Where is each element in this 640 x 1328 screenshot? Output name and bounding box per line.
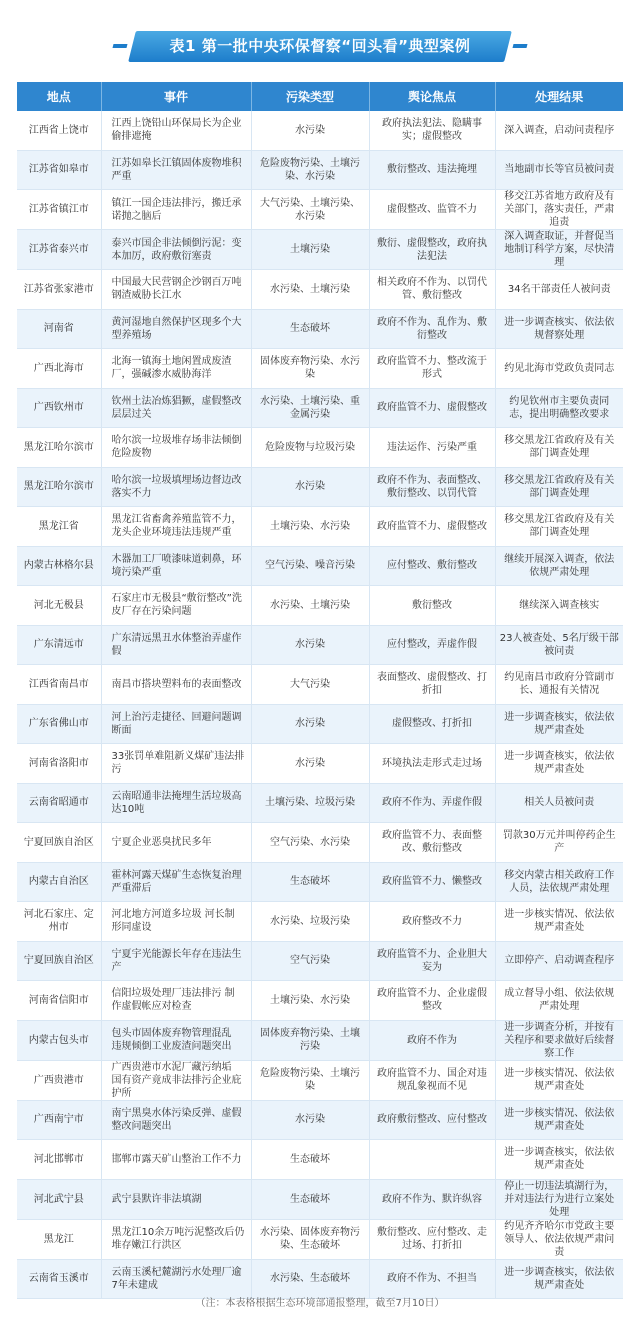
location-cell: 广西北海市 xyxy=(17,349,101,389)
header-location: 地点 xyxy=(17,82,101,111)
footnote: （注：本表格根据生态环境部通报整理，截至7月10日） xyxy=(195,1298,445,1309)
location-cell: 广西钦州市 xyxy=(17,388,101,428)
public-focus-cell: 政府整改不力 xyxy=(369,902,495,942)
public-focus-cell xyxy=(369,1140,495,1180)
table-row xyxy=(17,428,623,468)
table-row xyxy=(17,507,623,547)
public-focus-cell: 相关政府不作为、以罚代管、敷衍整改 xyxy=(369,270,495,310)
result-cell: 深入调查取证，并督促当地制订科学方案，尽快清理 xyxy=(495,230,623,270)
pollution-type-cell: 生态破坏 xyxy=(251,1179,369,1219)
result-cell: 约见南昌市政府分管副市长、通报有关情况 xyxy=(495,665,623,705)
result-cell: 移交黑龙江省政府及有关部门调查处理 xyxy=(495,507,623,547)
pollution-type-cell: 生态破坏 xyxy=(251,309,369,349)
table-row xyxy=(17,586,623,626)
result-cell: 进一步调查核实，依法依规严肃查处 xyxy=(495,704,623,744)
result-cell: 约见齐齐哈尔市党政主要领导人、依法依规严肃问责 xyxy=(495,1219,623,1259)
pollution-type-cell: 土壤污染 xyxy=(251,230,369,270)
pollution-type-cell: 土壤污染、水污染 xyxy=(251,981,369,1021)
result-cell: 进一步核实情况、依法依规严肃查处 xyxy=(495,902,623,942)
table-row xyxy=(17,981,623,1021)
result-cell: 深入调查，启动问责程序 xyxy=(495,111,623,150)
location-cell: 黑龙江省 xyxy=(17,507,101,547)
event-cell: 霍林河露天煤矿生态恢复治理严重滞后 xyxy=(101,862,251,902)
table-body xyxy=(17,111,623,1299)
event-cell: 哈尔滨一垃圾填埋场边督边改落实不力 xyxy=(101,467,251,507)
table-row xyxy=(17,1219,623,1259)
event-cell: 信阳垃圾处理厂违法排污 制作虚假帐应对检查 xyxy=(101,981,251,1021)
result-cell: 立即停产、启动调查程序 xyxy=(495,941,623,981)
event-cell: 北海一镇海土地闲置成废渣厂，强碱渗水威胁海洋 xyxy=(101,349,251,389)
pollution-type-cell: 危险废物污染、土壤污染、水污染 xyxy=(251,150,369,190)
pollution-type-cell: 水污染、生态破坏 xyxy=(251,1259,369,1299)
pollution-type-cell: 水污染、土壤污染、重金属污染 xyxy=(251,388,369,428)
pollution-type-cell: 空气污染 xyxy=(251,941,369,981)
location-cell: 黑龙江哈尔滨市 xyxy=(17,428,101,468)
event-cell: 包头市固体废弃物管理混乱 违规倾倒工业废渣问题突出 xyxy=(101,1020,251,1060)
location-cell: 宁夏回族自治区 xyxy=(17,941,101,981)
table-row xyxy=(17,309,623,349)
pollution-type-cell: 大气污染 xyxy=(251,665,369,705)
result-cell: 23人被查处、5名厅级干部被问责 xyxy=(495,625,623,665)
public-focus-cell: 环境执法走形式走过场 xyxy=(369,744,495,784)
event-cell: 黑龙江省畜禽养殖监管不力，龙头企业环境违法违规严重 xyxy=(101,507,251,547)
table-row xyxy=(17,270,623,310)
public-focus-cell: 虚假整改、监管不力 xyxy=(369,190,495,230)
table-row xyxy=(17,704,623,744)
public-focus-cell: 违法运作、污染严重 xyxy=(369,428,495,468)
public-focus-cell: 政府监管不力、虚假整改 xyxy=(369,388,495,428)
event-cell: 江西上饶铅山环保局长为企业偷排遮掩 xyxy=(101,111,251,150)
table-row xyxy=(17,1179,623,1219)
pollution-type-cell: 水污染、土壤污染 xyxy=(251,586,369,626)
public-focus-cell: 政府监管不力、国企对违规乱象视而不见 xyxy=(369,1060,495,1100)
public-focus-cell: 政府监管不力、企业虚假整改 xyxy=(369,981,495,1021)
pollution-type-cell: 空气污染、水污染 xyxy=(251,823,369,863)
public-focus-cell: 政府执法犯法、隐瞒事实；虚假整改 xyxy=(369,111,495,150)
public-focus-cell: 政府监管不力、整改流于形式 xyxy=(369,349,495,389)
event-cell: 云南昭通非法掩埋生活垃圾高达10吨 xyxy=(101,783,251,823)
cases-table xyxy=(17,82,623,1299)
result-cell: 继续深入调查核实 xyxy=(495,586,623,626)
result-cell: 进一步核实情况、依法依规严肃查处 xyxy=(495,1100,623,1140)
location-cell: 河北石家庄、定州市 xyxy=(17,902,101,942)
header-public-focus: 舆论焦点 xyxy=(369,82,495,111)
location-cell: 广西贵港市 xyxy=(17,1060,101,1100)
public-focus-cell: 政府监管不力、虚假整改 xyxy=(369,507,495,547)
pollution-type-cell: 水污染、固体废弃物污染、生态破坏 xyxy=(251,1219,369,1259)
event-cell: 黄河湿地自然保护区现多个大型养殖场 xyxy=(101,309,251,349)
pollution-type-cell: 水污染 xyxy=(251,625,369,665)
location-cell: 内蒙古自治区 xyxy=(17,862,101,902)
table-row xyxy=(17,1100,623,1140)
result-cell: 进一步核实情况、依法依规严肃查处 xyxy=(495,1060,623,1100)
pollution-type-cell: 水污染、垃圾污染 xyxy=(251,902,369,942)
location-cell: 河南省洛阳市 xyxy=(17,744,101,784)
event-cell: 宁夏企业恶臭扰民多年 xyxy=(101,823,251,863)
header-pollution-type: 污染类型 xyxy=(251,82,369,111)
event-cell: 武宁县默许非法填湖 xyxy=(101,1179,251,1219)
event-cell: 中国最大民营钢企沙钢百万吨钢渣威胁长江水 xyxy=(101,270,251,310)
table-row xyxy=(17,783,623,823)
location-cell: 河北武宁县 xyxy=(17,1179,101,1219)
title-decoration-left xyxy=(113,44,128,48)
location-cell: 黑龙江哈尔滨市 xyxy=(17,467,101,507)
table-row xyxy=(17,230,623,270)
location-cell: 广西南宁市 xyxy=(17,1100,101,1140)
table-row xyxy=(17,665,623,705)
result-cell: 成立督导小组、依法依规严肃处理 xyxy=(495,981,623,1021)
pollution-type-cell: 固体废弃物污染、水污染 xyxy=(251,349,369,389)
table-row xyxy=(17,941,623,981)
public-focus-cell: 敷衍整改、应付整改、走过场、打折扣 xyxy=(369,1219,495,1259)
result-cell: 罚款30万元并叫停药企生产 xyxy=(495,823,623,863)
location-cell: 河北无极县 xyxy=(17,586,101,626)
result-cell: 进一步调查核实，依法依规严肃查处 xyxy=(495,1259,623,1299)
location-cell: 江西省上饶市 xyxy=(17,111,101,150)
event-cell: 木器加工厂喷漆味道刺鼻，环境污染严重 xyxy=(101,546,251,586)
public-focus-cell: 政府敷衍整改、应付整改 xyxy=(369,1100,495,1140)
public-focus-cell: 政府不作为、不担当 xyxy=(369,1259,495,1299)
result-cell: 移交黑龙江省政府及有关部门调查处理 xyxy=(495,467,623,507)
public-focus-cell: 应付整改、敷衍整改 xyxy=(369,546,495,586)
location-cell: 江苏省如皋市 xyxy=(17,150,101,190)
location-cell: 内蒙古林格尔县 xyxy=(17,546,101,586)
location-cell: 黑龙江 xyxy=(17,1219,101,1259)
table-row xyxy=(17,1259,623,1299)
public-focus-cell: 政府不作为、乱作为、敷衍整改 xyxy=(369,309,495,349)
event-cell: 泰兴市国企非法倾倒污泥：变本加厉，政府敷衍塞责 xyxy=(101,230,251,270)
table-row xyxy=(17,349,623,389)
event-cell: 广东清远黑丑水体整治弄虚作假 xyxy=(101,625,251,665)
table-row xyxy=(17,546,623,586)
public-focus-cell: 表面整改、虚假整改、打折扣 xyxy=(369,665,495,705)
pollution-type-cell: 水污染 xyxy=(251,704,369,744)
event-cell: 33张罚单难阻新义煤矿违法排污 xyxy=(101,744,251,784)
table-row xyxy=(17,625,623,665)
table-row xyxy=(17,1140,623,1180)
location-cell: 云南省玉溪市 xyxy=(17,1259,101,1299)
result-cell: 进一步调查核实、依法依规督察处理 xyxy=(495,309,623,349)
location-cell: 江苏省镇江市 xyxy=(17,190,101,230)
table-title: 表1 第一批中央环保督察“回头看”典型案例 xyxy=(169,37,471,55)
public-focus-cell: 敷衍、虚假整改，政府执法犯法 xyxy=(369,230,495,270)
public-focus-cell: 敷衍整改、违法掩埋 xyxy=(369,150,495,190)
table-row xyxy=(17,1020,623,1060)
public-focus-cell: 政府不作为、默许纵容 xyxy=(369,1179,495,1219)
pollution-type-cell: 水污染 xyxy=(251,1100,369,1140)
pollution-type-cell: 生态破坏 xyxy=(251,862,369,902)
public-focus-cell: 应付整改，弄虚作假 xyxy=(369,625,495,665)
pollution-type-cell: 土壤污染、水污染 xyxy=(251,507,369,547)
public-focus-cell: 虚假整改、打折扣 xyxy=(369,704,495,744)
pollution-type-cell: 危险废物与垃圾污染 xyxy=(251,428,369,468)
public-focus-cell: 政府不作为、弄虚作假 xyxy=(369,783,495,823)
pollution-type-cell: 固体废弃物污染、土壤污染 xyxy=(251,1020,369,1060)
pollution-type-cell: 危险废物污染、土壤污染 xyxy=(251,1060,369,1100)
pollution-type-cell: 水污染、土壤污染 xyxy=(251,270,369,310)
location-cell: 河南省 xyxy=(17,309,101,349)
pollution-type-cell: 水污染 xyxy=(251,111,369,150)
table-row xyxy=(17,150,623,190)
table-header-row xyxy=(17,82,623,111)
location-cell: 宁夏回族自治区 xyxy=(17,823,101,863)
location-cell: 云南省昭通市 xyxy=(17,783,101,823)
pollution-type-cell: 生态破坏 xyxy=(251,1140,369,1180)
event-cell: 广西贵港市水泥厂藏污纳垢 国有资产竟成非法排污企业庇护所 xyxy=(101,1060,251,1100)
table-row xyxy=(17,862,623,902)
result-cell: 34名干部责任人被问责 xyxy=(495,270,623,310)
public-focus-cell: 政府监管不力、懒整改 xyxy=(369,862,495,902)
location-cell: 江西省南昌市 xyxy=(17,665,101,705)
header-result: 处理结果 xyxy=(495,82,623,111)
public-focus-cell: 政府监管不力、企业胆大妄为 xyxy=(369,941,495,981)
result-cell: 约见北海市党政负责同志 xyxy=(495,349,623,389)
table-row xyxy=(17,1060,623,1100)
event-cell: 南昌市搭块塑料布的表面整改 xyxy=(101,665,251,705)
header-event: 事件 xyxy=(101,82,251,111)
public-focus-cell: 政府不作为、表面整改、敷衍整改、以罚代管 xyxy=(369,467,495,507)
location-cell: 河南省信阳市 xyxy=(17,981,101,1021)
event-cell: 石家庄市无极县“敷衍整改”洗皮厂存在污染问题 xyxy=(101,586,251,626)
table-row xyxy=(17,467,623,507)
event-cell: 镇江一国企违法排污，搬迁承诺抛之脑后 xyxy=(101,190,251,230)
result-cell: 相关人员被问责 xyxy=(495,783,623,823)
event-cell: 钦州土法冶炼猖獗，虚假整改层层过关 xyxy=(101,388,251,428)
table-row xyxy=(17,902,623,942)
location-cell: 广东清远市 xyxy=(17,625,101,665)
result-cell: 约见钦州市主要负责同志，提出明确整改要求 xyxy=(495,388,623,428)
location-cell: 河北邯郸市 xyxy=(17,1140,101,1180)
event-cell: 云南玉溪杞麓湖污水处理厂逾7年未建成 xyxy=(101,1259,251,1299)
event-cell: 哈尔滨一垃圾堆存场非法倾倒危险废物 xyxy=(101,428,251,468)
public-focus-cell: 政府监管不力、表面整改、敷衍整改 xyxy=(369,823,495,863)
table-row xyxy=(17,111,623,150)
result-cell: 进一步调查核实，依法依规严肃查处 xyxy=(495,1140,623,1180)
table-row xyxy=(17,744,623,784)
result-cell: 进一步调查核实，依法依规严肃查处 xyxy=(495,744,623,784)
table-row xyxy=(17,823,623,863)
result-cell: 停止一切违法填湖行为，并对违法行为进行立案处处理 xyxy=(495,1179,623,1219)
result-cell: 移交江苏省地方政府及有关部门，落实责任，严肃追责 xyxy=(495,190,623,230)
event-cell: 黑龙江10余万吨污泥整改后仍堆存嫩江行洪区 xyxy=(101,1219,251,1259)
location-cell: 内蒙古包头市 xyxy=(17,1020,101,1060)
pollution-type-cell: 大气污染、土壤污染、水污染 xyxy=(251,190,369,230)
event-cell: 宁夏宇光能源长年存在违法生产 xyxy=(101,941,251,981)
table-row xyxy=(17,388,623,428)
result-cell: 当地副市长等官员被问责 xyxy=(495,150,623,190)
event-cell: 邯郸市露天矿山整治工作不力 xyxy=(101,1140,251,1180)
event-cell: 河上治污走捷径、回避问题调断面 xyxy=(101,704,251,744)
event-cell: 河北地方河道多垃圾 河长制形同虚设 xyxy=(101,902,251,942)
table-row xyxy=(17,190,623,230)
title-decoration-right xyxy=(513,44,528,48)
result-cell: 移交内蒙古相关政府工作人员，法依规严肃处理 xyxy=(495,862,623,902)
location-cell: 江苏省张家港市 xyxy=(17,270,101,310)
result-cell: 继续开展深入调查，依法依规严肃处理 xyxy=(495,546,623,586)
event-cell: 南宁黑臭水体污染反弹、虚假整改问题突出 xyxy=(101,1100,251,1140)
public-focus-cell: 政府不作为 xyxy=(369,1020,495,1060)
location-cell: 江苏省泰兴市 xyxy=(17,230,101,270)
result-cell: 进一步调查分析，并按有关程序和要求做好后续督察工作 xyxy=(495,1020,623,1060)
pollution-type-cell: 空气污染、噪音污染 xyxy=(251,546,369,586)
location-cell: 广东省佛山市 xyxy=(17,704,101,744)
public-focus-cell: 敷衍整改 xyxy=(369,586,495,626)
event-cell: 江苏如皋长江镇固体废物堆积严重 xyxy=(101,150,251,190)
pollution-type-cell: 土壤污染、垃圾污染 xyxy=(251,783,369,823)
pollution-type-cell: 水污染 xyxy=(251,467,369,507)
result-cell: 移交黑龙江省政府及有关部门调查处理 xyxy=(495,428,623,468)
pollution-type-cell: 水污染 xyxy=(251,744,369,784)
